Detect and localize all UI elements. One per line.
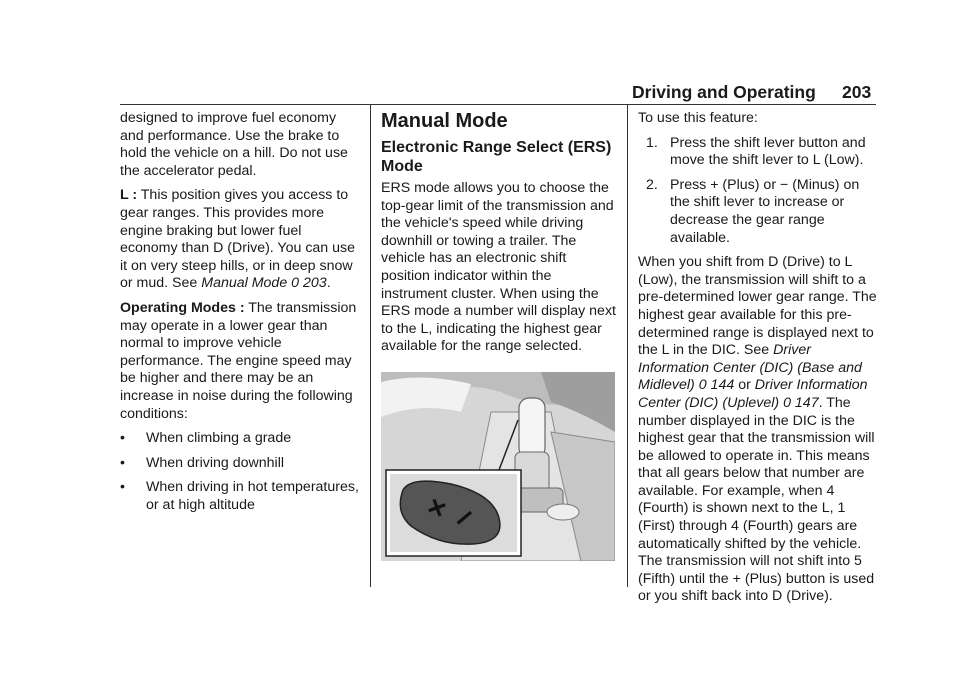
column-3 [638, 110, 880, 613]
shift-lever-illustration [381, 372, 615, 561]
step-number: 1. [646, 134, 658, 151]
minus-symbol: − [444, 496, 484, 538]
list-item: • When climbing a grade [120, 430, 292, 447]
column-1 [120, 110, 360, 521]
operating-modes-label: Operating Modes : [120, 299, 245, 316]
dic-uplevel-link[interactable]: Driver Information Center (DIC) (Uplevel) [638, 377, 868, 411]
bullet-icon: • [120, 479, 125, 496]
step-text: Press + (Plus) or − (Minus) on the shift lever to increase or decrease the gear range available. [670, 176, 860, 246]
header-rule [120, 104, 876, 105]
dic-base-link[interactable]: Driver Information Center (DIC) (Base and Midlevel) [638, 342, 862, 394]
shift-lever-svg [381, 372, 615, 561]
operating-modes-text: The transmission may operate in a lower gear than normal to improve vehicle performance. The engine speed may be higher and there may be an increase in noise during the following conditions: [120, 299, 357, 422]
list-item [638, 135, 880, 170]
bullet-icon: • [120, 454, 125, 471]
column-2 [381, 110, 617, 363]
operating-modes-paragraph [120, 300, 360, 423]
section-heading: Manual Mode [381, 110, 508, 132]
page-number: 203 [842, 82, 872, 102]
page-ref-144[interactable]: 0 144 [698, 377, 735, 394]
step-text: Press the shift lever button and move the shift lever to L (Low). [670, 134, 866, 169]
feature-intro: To use this feature: [638, 110, 758, 126]
intro-paragraph: designed to improve fuel economy and performance. Use the brake to hold the vehicle on a hill. Do not use the accelerator pedal. [120, 110, 348, 179]
manual-mode-link[interactable]: Manual Mode [201, 275, 288, 292]
section-title: Driving and Operating [632, 82, 816, 102]
page-header [0, 82, 960, 106]
dic-paragraph: When you shift from D (Drive) to L (Low), the transmission will shift to a pre-determined lower gear range. The highest gear available for this pre-determined range is displayed next to the L in the DIC. See Driver Information Center (DIC) (Base and Midlevel) 0 144 or Driver Information Center (DIC) (Uplevel) 0 147. The number displayed in the DIC is the highest gear that the transmission will be allowed to operate in. This means that all gears below that number are available. For example, when 4 (Fourth) is shown next to the L, 1 (First) through 4 (Fourth) gears are automatically shifted by the vehicle. The transmission will not shift into 5 (Fifth) until the + (Plus) button is used or you shift back into D (Drive). [638, 254, 877, 605]
l-text: This position gives you access to gear ranges. This provides more engine braking but lower fuel economy than D (Drive). You can use it on very steep hills, or in deep snow or mud. See [120, 187, 356, 292]
list-item: • When driving in hot temperatures, or at high altitude [120, 479, 359, 513]
l-label: L : [120, 187, 138, 204]
ers-paragraph: ERS mode allows you to choose the top-gear limit of the transmission and the vehicle's speed while driving downhill or towing a trailer. The vehicle has an electronic shift position indicator within the instrument cluster. When using the ERS mode a number will display next to the L, indicating the highest gear available for the range selected. [381, 180, 616, 355]
list-item [638, 177, 880, 247]
bullet-icon: • [120, 430, 125, 447]
l-end: . [326, 275, 331, 292]
step-number: 2. [646, 176, 658, 193]
page-ref-147[interactable]: 0 147 [783, 394, 819, 411]
column-divider-2 [627, 104, 628, 587]
plus-symbol: + [420, 487, 454, 527]
l-position-paragraph [120, 187, 360, 293]
page-ref-203[interactable]: 0 203 [291, 275, 327, 292]
list-item: • When driving downhill [120, 454, 285, 471]
column-divider-1 [370, 104, 371, 587]
subsection-heading: Electronic Range Select (ERS) Mode [381, 139, 612, 175]
